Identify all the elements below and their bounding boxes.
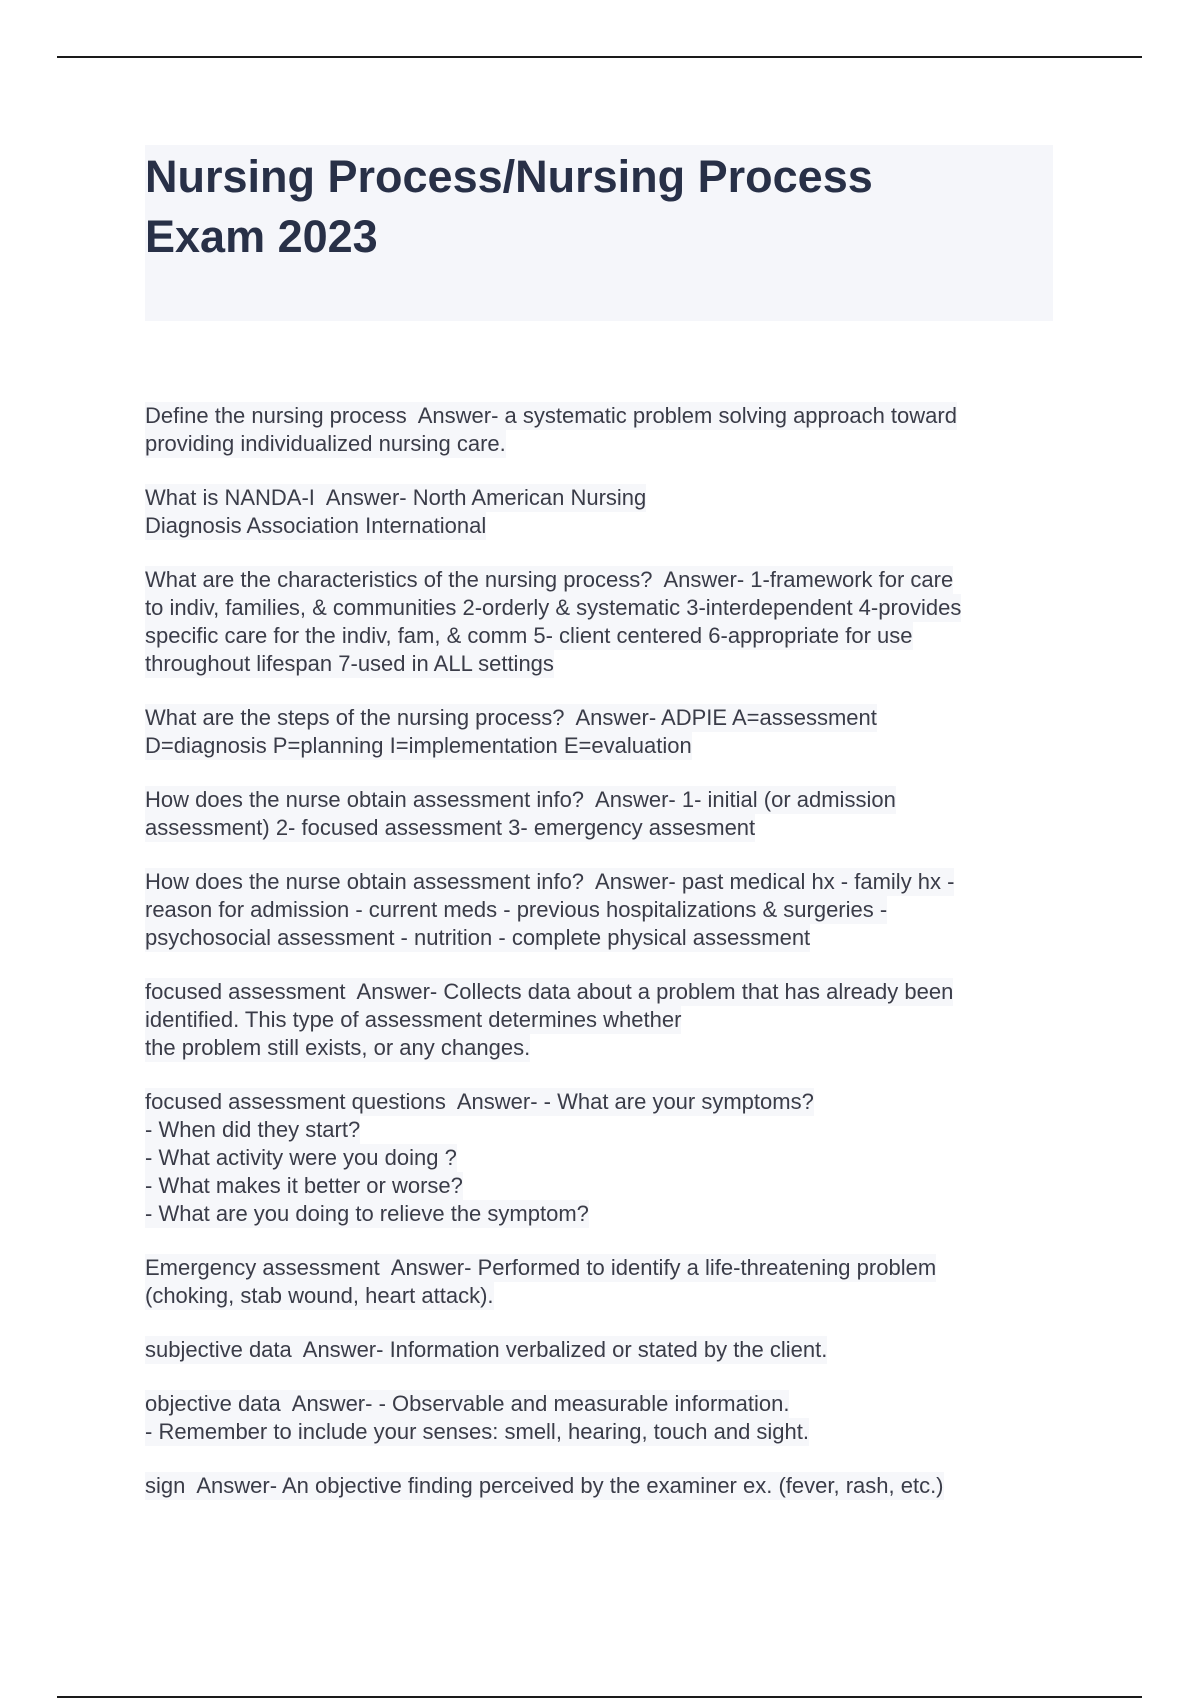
qa-line-row <box>145 650 1075 678</box>
qa-entry <box>145 786 1075 842</box>
qa-line-row <box>145 430 1075 458</box>
qa-line: throughout lifespan 7-used in ALL settings <box>145 651 554 676</box>
qa-line-row <box>145 786 1075 814</box>
header-rule <box>57 56 1142 58</box>
qa-list <box>145 402 1075 1526</box>
qa-entry <box>145 566 1075 678</box>
qa-line: reason for admission - current meds - previous hospitalizations & surgeries - <box>145 897 888 922</box>
qa-line-row <box>145 1006 1075 1034</box>
qa-line-row <box>145 1254 1075 1282</box>
qa-line-row <box>145 1200 1075 1228</box>
qa-line: objective data Answer- - Observable and measurable information. <box>145 1391 790 1416</box>
qa-line: specific care for the indiv, fam, & comm 5- client centered 6-appropriate for use <box>145 623 913 648</box>
footer-rule <box>57 1696 1142 1698</box>
document-title <box>145 145 1053 267</box>
qa-line-row <box>145 594 1075 622</box>
qa-line: focused assessment Answer- Collects data about a problem that has already been <box>145 979 954 1004</box>
qa-entry <box>145 704 1075 760</box>
qa-line: sign Answer- An objective finding perceived by the examiner ex. (fever, rash, etc.) <box>145 1473 944 1498</box>
qa-line: What are the characteristics of the nursing process? Answer- 1-framework for care <box>145 567 954 592</box>
qa-line-row <box>145 1472 1075 1500</box>
qa-line: assessment) 2- focused assessment 3- emergency assesment <box>145 815 756 840</box>
qa-line-row <box>145 924 1075 952</box>
qa-line-row <box>145 1116 1075 1144</box>
qa-line-row <box>145 704 1075 732</box>
qa-line: - What makes it better or worse? <box>145 1173 463 1198</box>
qa-line: How does the nurse obtain assessment info? Answer- past medical hx - family hx - <box>145 869 955 894</box>
qa-line-row <box>145 1144 1075 1172</box>
qa-line: - What activity were you doing ? <box>145 1145 457 1170</box>
qa-line: - Remember to include your senses: smell, hearing, touch and sight. <box>145 1419 809 1444</box>
qa-line-row <box>145 1282 1075 1310</box>
qa-line-row <box>145 1336 1075 1364</box>
qa-line: to indiv, families, & communities 2-orderly & systematic 3-interdependent 4-provides <box>145 595 962 620</box>
qa-line-row <box>145 868 1075 896</box>
qa-line: What are the steps of the nursing process? Answer- ADPIE A=assessment <box>145 705 877 730</box>
qa-entry <box>145 484 1075 540</box>
qa-line: focused assessment questions Answer- - What are your symptoms? <box>145 1089 814 1114</box>
qa-line: How does the nurse obtain assessment info? Answer- 1- initial (or admission <box>145 787 896 812</box>
qa-line: (choking, stab wound, heart attack). <box>145 1283 494 1308</box>
qa-line: D=diagnosis P=planning I=implementation E=evaluation <box>145 733 692 758</box>
qa-line-row <box>145 1088 1075 1116</box>
qa-entry <box>145 1472 1075 1500</box>
qa-line: the problem still exists, or any changes. <box>145 1035 531 1060</box>
qa-line: - What are you doing to relieve the symptom? <box>145 1201 589 1226</box>
qa-line: psychosocial assessment - nutrition - complete physical assessment <box>145 925 811 950</box>
qa-line-row <box>145 402 1075 430</box>
qa-line: Diagnosis Association International <box>145 513 487 538</box>
title-block <box>145 145 1053 321</box>
qa-line-row <box>145 1034 1075 1062</box>
qa-line: providing individualized nursing care. <box>145 431 506 456</box>
qa-line: subjective data Answer- Information verbalized or stated by the client. <box>145 1337 828 1362</box>
qa-line-row <box>145 622 1075 650</box>
qa-line-row <box>145 978 1075 1006</box>
title-line: Nursing Process/Nursing Process <box>145 151 873 202</box>
qa-line-row <box>145 1172 1075 1200</box>
qa-entry <box>145 1336 1075 1364</box>
qa-line-row <box>145 814 1075 842</box>
qa-entry <box>145 1390 1075 1446</box>
qa-line-row <box>145 512 1075 540</box>
qa-entry <box>145 978 1075 1062</box>
title-line: Exam 2023 <box>145 211 378 262</box>
qa-line: - When did they start? <box>145 1117 361 1142</box>
qa-line: identified. This type of assessment determines whether <box>145 1007 682 1032</box>
qa-entry <box>145 868 1075 952</box>
qa-line-row <box>145 732 1075 760</box>
qa-entry <box>145 1088 1075 1228</box>
qa-line-row <box>145 1418 1075 1446</box>
qa-line-row <box>145 1390 1075 1418</box>
qa-line-row <box>145 896 1075 924</box>
qa-line-row <box>145 484 1075 512</box>
qa-entry <box>145 1254 1075 1310</box>
qa-line: Emergency assessment Answer- Performed to identify a life-threatening problem <box>145 1255 937 1280</box>
qa-entry <box>145 402 1075 458</box>
qa-line-row <box>145 566 1075 594</box>
qa-line: Define the nursing process Answer- a systematic problem solving approach toward <box>145 403 957 428</box>
qa-line: What is NANDA-I Answer- North American Nursing <box>145 485 647 510</box>
